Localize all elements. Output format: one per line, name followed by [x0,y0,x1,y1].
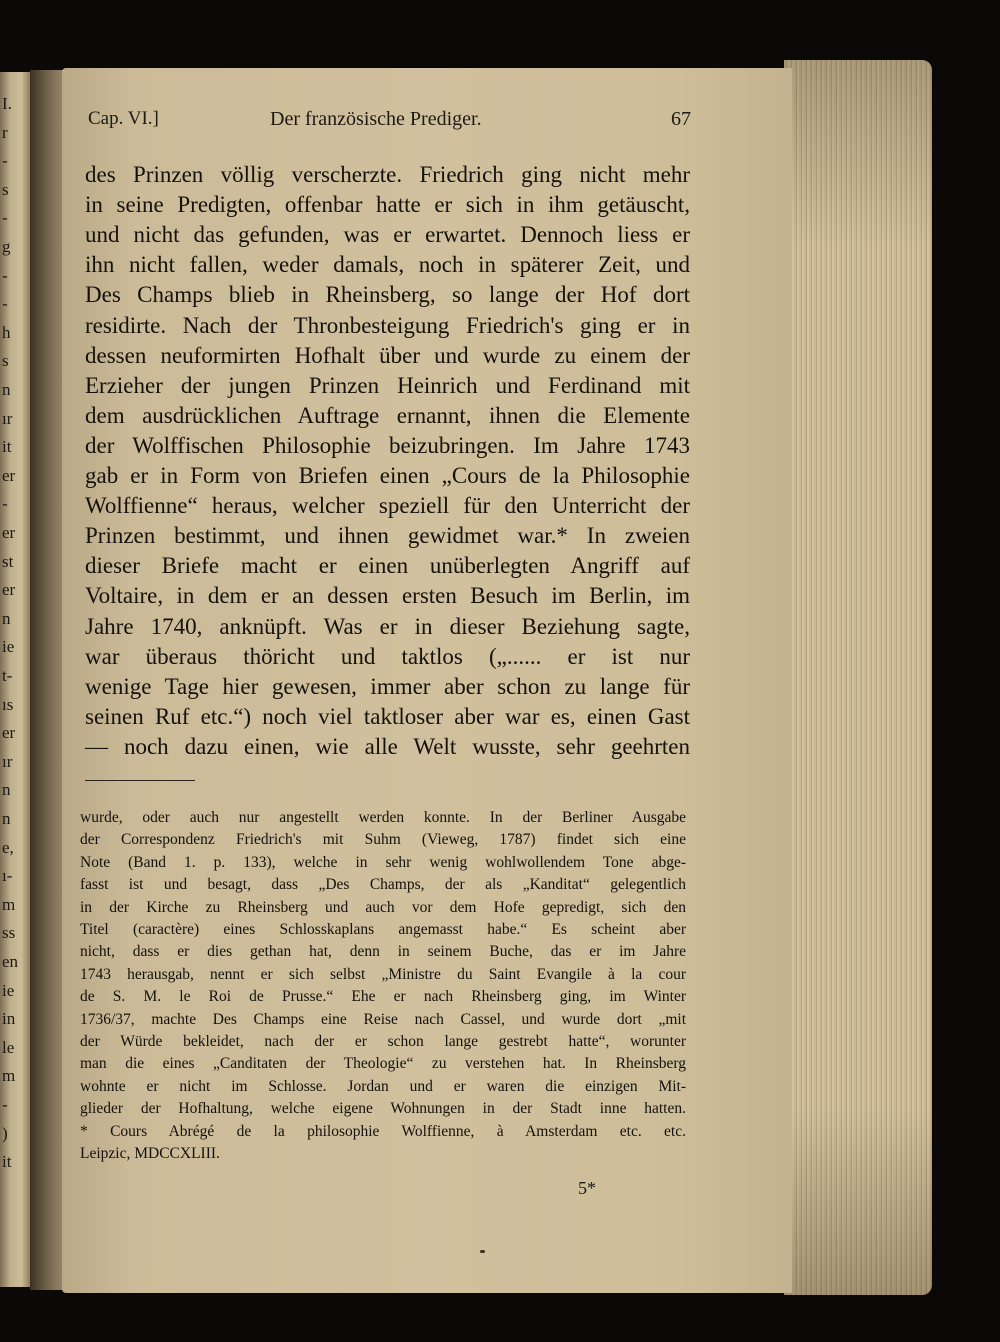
left-page-fragment: it [2,1152,12,1172]
body-line: Wolffienne“ heraus, welcher speziell für den Unterricht der [85,493,690,519]
left-page-fragment: ) [2,1123,8,1143]
left-page-fragment: I. [2,94,12,113]
running-head-chapter: Cap. VI.] [88,108,159,129]
left-page-fragment: ı- [2,866,13,886]
body-line: Prinzen bestimmt, und ihnen gewidmet war.* In zweien [85,523,690,549]
left-page-fragment: st [2,551,14,571]
body-line: des Prinzen völlig verscherzte. Friedrich ging nicht mehr [85,162,690,187]
left-page-fragment: n [2,780,11,800]
left-page-fragment: in [2,1009,16,1029]
left-page-fragment: - [2,494,8,514]
footnote-line: der Würde bekleidet, nach der er schon lange gestrebt hatte“, worunter [80,1033,686,1050]
body-line: Voltaire, in dem er an dessen ersten Besuch im Berlin, im [85,583,690,609]
page-edges-shadow [784,60,932,1295]
left-page-fragment: s [2,179,9,199]
left-page-fragment: m [2,894,16,914]
left-page-fragment: t- [2,666,13,685]
body-line: und nicht das gefunden, was er erwartet. Dennoch liess er [85,222,690,248]
footnote-line: wohnte er nicht im Schlosse. Jordan und er waren die einzigen Mit- [80,1077,686,1095]
body-line: dessen neuformirten Hofhalt über und wurde zu einem der [85,342,690,368]
footnote-line: glieder der Hofhaltung, welche eigene Wohnungen in der Stadt inne hatten. [80,1100,686,1118]
footnote-line: der Correspondenz Friedrich's mit Suhm (Vieweg, 1787) findet sich eine [80,831,686,849]
body-line: dem ausdrücklichen Auftrage ernannt, ihnen die Elemente [85,402,690,428]
left-page-fragment: n [2,809,11,828]
left-page-fragment: ıs [2,694,14,714]
left-page-fragment: - [2,1095,8,1114]
body-line: Des Champs blieb in Rheinsberg, so lange der Hof dort [85,282,690,308]
left-page-fragment: - [2,265,8,285]
left-page-fragment: ss [2,923,16,943]
left-page-fragment: r [2,122,8,142]
body-line: der Wolffischen Philosophie beizubringen. Im Jahre 1743 [85,432,690,458]
running-head-title: Der französische Prediger. [270,108,482,130]
body-line: in seine Predigten, offenbar hatte er sich in ihm getäuscht, [85,192,690,218]
page-number: 67 [671,108,691,130]
left-page-fragment: - [2,151,8,171]
footnote-line: in der Kirche zu Rheinsberg und auch vor dem Hofe gepredigt, sich den [80,898,686,916]
footnote-line: 1736/37, machte Des Champs eine Reise nach Cassel, und wurde dort „mit [80,1010,686,1028]
footnote-line: wurde, oder auch nur angestellt werden konnte. In der Berliner Ausgabe [80,809,686,826]
left-page-fragment: - [2,294,8,314]
left-page-fragment: ır [2,408,13,428]
footnote-line: Titel (caractère) eines Schlosskaplans angemasst habe.“ Es scheint aber [80,921,686,938]
body-line: residirte. Nach der Thronbesteigung Friedrich's ging er in [85,312,690,338]
left-page-fragment: ır [2,751,13,771]
left-page-fragment: ie [2,637,15,657]
footnote-line: nicht, dass er dies gethan hat, denn in seinem Buche, das er im Jahre [80,943,686,961]
left-page-fragment: n [2,380,11,399]
left-page-fragment: er [2,723,16,743]
body-line: ihn nicht fallen, weder damals, noch in späterer Zeit, und [85,252,690,278]
left-page-fragment: le [2,1037,15,1057]
left-page-fragment: - [2,208,8,228]
footnote-line: * Cours Abrégé de la philosophie Wolffienne, à Amsterdam etc. etc. [80,1122,686,1140]
body-line: war überaus thöricht und taktlos („...... er ist nur [85,643,690,669]
footnote-line: Leipzic, MDCCXLIII. [80,1145,220,1162]
footnote-line: 1743 herausgab, nennt er sich selbst „Ministre du Saint Evangile à la cour [80,965,686,983]
signature-mark: 5* [578,1178,596,1198]
body-line: — noch dazu einen, wie alle Welt wusste, sehr geehrten [85,733,690,759]
body-line: dieser Briefe macht er einen unüberlegten Angriff auf [85,553,690,579]
left-page-fragment: h [2,322,11,342]
footnote-line: man die eines „Canditaten der Theologie“ zu verstehen hat. In Rheinsberg [80,1055,686,1073]
left-page-fragment: m [2,1066,16,1086]
body-line: seinen Ruf etc.“) noch viel taktloser aber war es, einen Gast [85,703,690,729]
footnote-line: Note (Band 1. p. 133), welche in sehr wenig wohlwollendem Tone abge- [80,853,686,871]
footnote-separator [85,780,195,781]
footnote-line: de S. M. le Roi de Prusse.“ Ehe er nach Rheinsberg ging, im Winter [80,988,686,1006]
left-page-fragment: er [2,523,16,542]
left-page-fragment: er [2,580,16,600]
left-page-fragment: n [2,608,11,628]
left-page-fragment: e, [2,837,14,857]
paper-speck [480,1250,485,1253]
left-page-fragment: s [2,351,9,371]
left-page-fragment: en [2,952,19,971]
footnote-line: fasst ist und besagt, dass „Des Champs, der als „Kanditat“ gelegentlich [80,876,686,894]
body-line: wenige Tage hier gewesen, immer aber schon zu lange für [85,673,690,699]
body-line: Erzieher der jungen Prinzen Heinrich und Ferdinand mit [85,372,690,398]
left-page-fragment: er [2,465,16,485]
left-page-fragment: it [2,437,12,457]
left-page-fragment: ie [2,980,15,1000]
body-line: gab er in Form von Briefen einen „Cours de la Philosophie [85,463,690,488]
body-line: Jahre 1740, anknüpft. Was er in dieser Beziehung sagte, [85,613,690,639]
left-page-fragment: g [2,237,11,256]
